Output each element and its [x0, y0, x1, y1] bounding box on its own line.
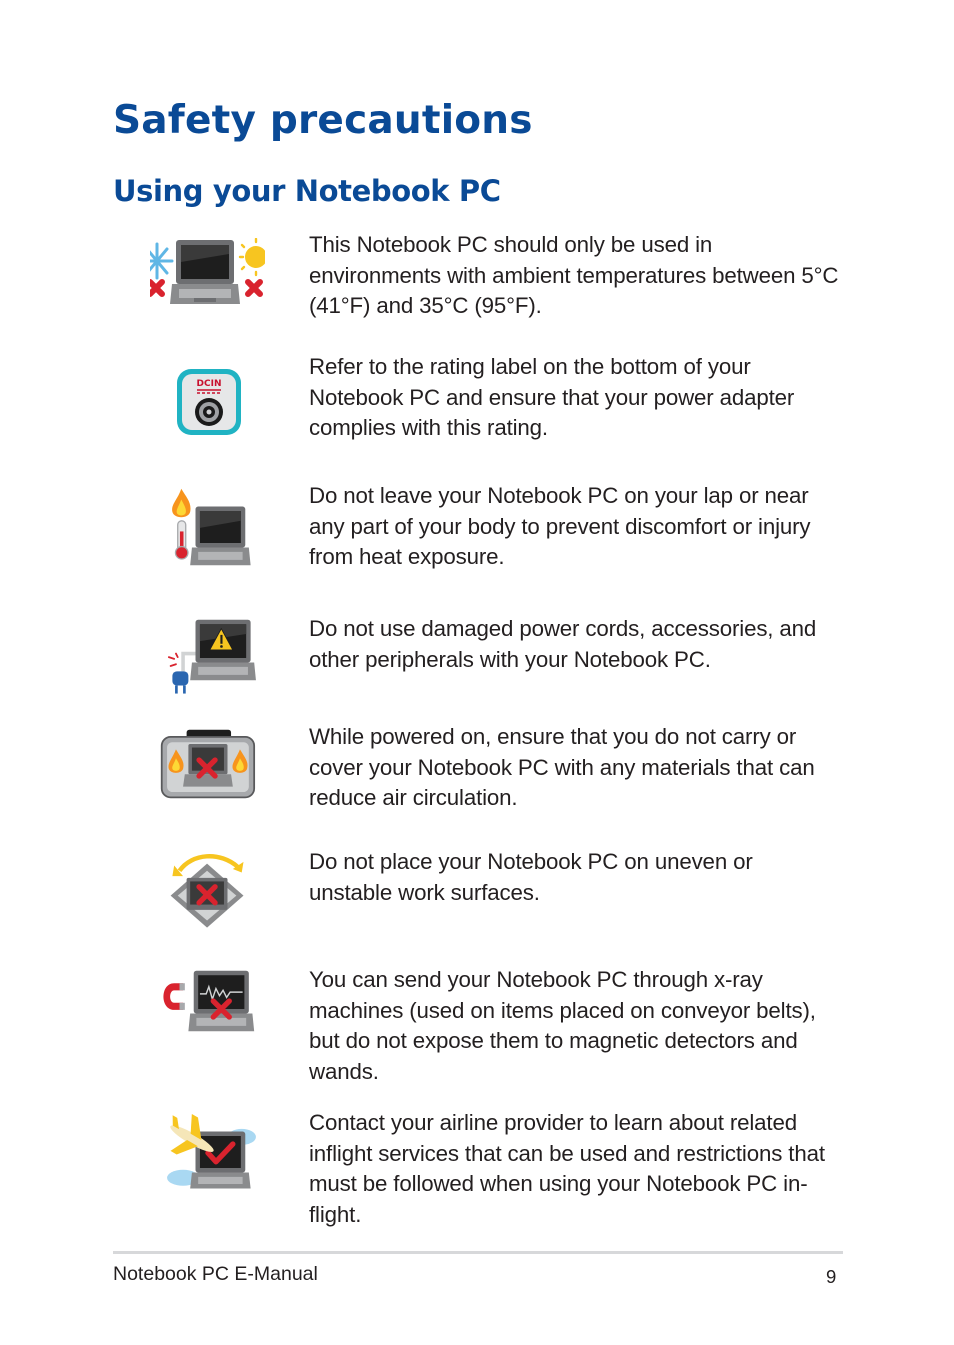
precaution-text: Do not use damaged power cords, accessories, and other peripherals with your Notebook PC. — [309, 616, 817, 672]
precaution-text: Do not place your Notebook PC on uneven or unstable work surfaces. — [309, 849, 753, 905]
precaution-text: You can send your Notebook PC through x-ray machines (used on items placed on conveyor belts), but do not expose them to magnetic detectors and wands. — [309, 967, 816, 1084]
precaution-text: Contact your airline provider to learn about related inflight services that can be used and restrictions that must be followed when using your Notebook PC in-flight. — [309, 1110, 825, 1227]
precaution-text: This Notebook PC should only be used in environments with ambient temperatures between 5°C (41°F) and 35°C (95°F). — [309, 232, 839, 319]
uneven-surface-icon — [150, 853, 265, 933]
heat-exposure-icon — [150, 487, 265, 567]
dc-in-rating-icon — [150, 368, 265, 448]
footer-manual-name: Notebook PC E-Manual — [113, 1263, 318, 1285]
dcin-label: DCIN — [196, 379, 222, 389]
footer-divider — [113, 1251, 843, 1254]
airplane-icon — [150, 1112, 265, 1192]
section-heading: Using your Notebook PC — [113, 174, 501, 208]
precaution-text: Do not leave your Notebook PC on your lap or near any part of your body to prevent discomfort or injury from heat exposure. — [309, 483, 811, 570]
precaution-text: Refer to the rating label on the bottom of your Notebook PC and ensure that your power adapter complies with this rating. — [309, 354, 795, 441]
carry-case-heat-icon — [150, 728, 265, 808]
precaution-text: While powered on, ensure that you do not carry or cover your Notebook PC with any materials that can reduce air circulation. — [309, 724, 815, 811]
magnet-xray-icon — [150, 969, 265, 1049]
page-number: 9 — [826, 1266, 837, 1287]
temperature-icon — [150, 238, 265, 318]
page-title: Safety precautions — [113, 98, 533, 143]
damaged-cord-icon — [150, 618, 265, 698]
